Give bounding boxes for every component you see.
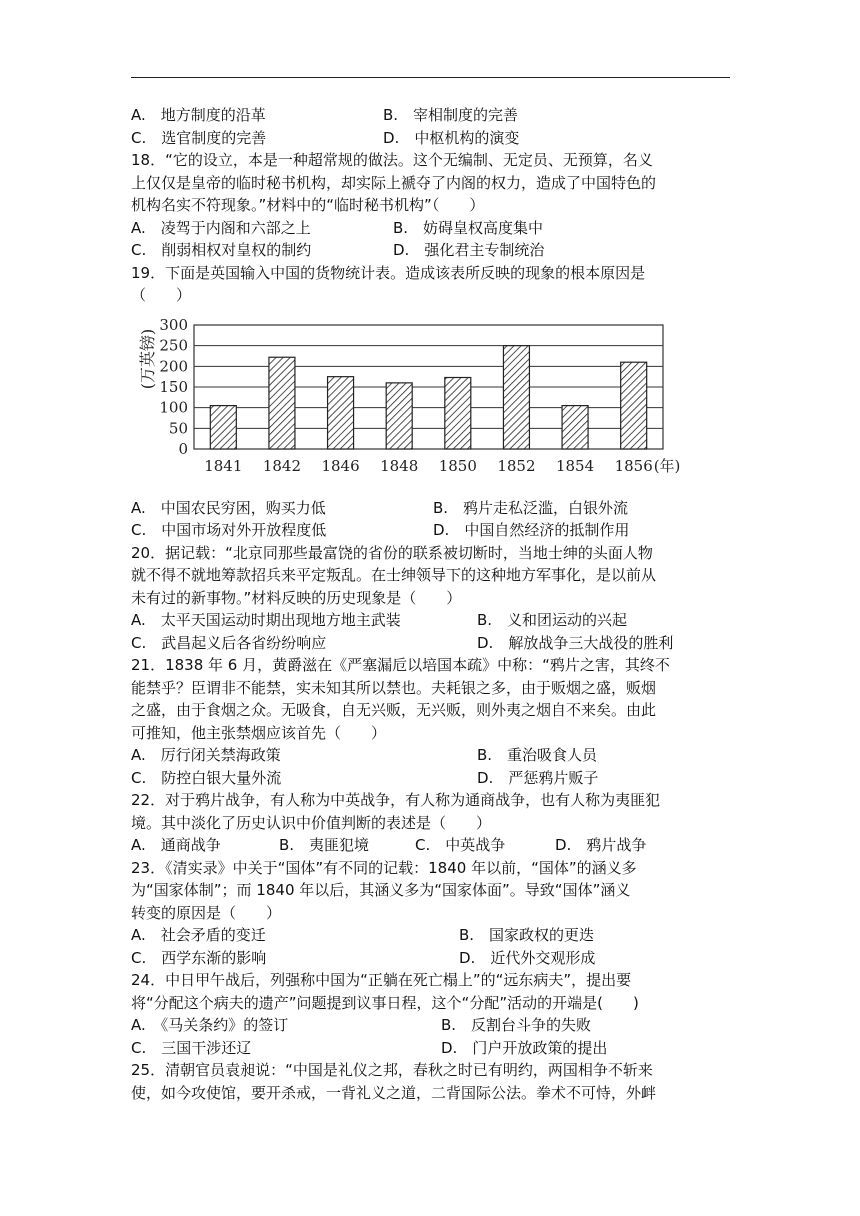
q17-option-d[interactable]: D. 中枢机构的演变 [383, 128, 520, 147]
q17-option-b[interactable]: B. 宰相制度的完善 [383, 106, 519, 124]
bar-1846 [328, 376, 354, 448]
q19-stem-line: （ ） [131, 286, 192, 304]
q18-options-row2 [131, 239, 731, 262]
q18-stem-line: 上仅仅是皇帝的临时秘书机构，却实际上褫夺了内阁的权力，造成了中国特色的 [131, 173, 657, 192]
exam-content [131, 104, 731, 1104]
q23-option-b[interactable]: B. 国家政权的更迭 [459, 926, 595, 944]
bar-1841 [210, 405, 236, 448]
y-tick-label: 0 [178, 439, 188, 458]
q25-stem-line: 使，如今攻使馆，要开杀戒，一背礼义之道，二背国际公法。拳术不可恃，外衅 [131, 1083, 657, 1102]
q23-option-c[interactable]: C. 西学东渐的影响 [131, 948, 267, 967]
q18-options-row1 [131, 217, 731, 240]
q20-options-row1 [131, 609, 731, 632]
bar-chart-svg [131, 311, 731, 495]
q22-option-b[interactable]: B. 夷匪犯境 [279, 836, 370, 854]
q24-option-b[interactable]: B. 反割台斗争的失败 [441, 1016, 592, 1034]
q18-option-d[interactable]: D. 强化君主专制统治 [393, 241, 545, 259]
q21-stem-line: 可推知，他主张禁烟应该首先（ ） [131, 723, 387, 742]
q19-option-d[interactable]: D. 中国自然经济的抵制作用 [433, 521, 630, 539]
bar-1856 [621, 362, 647, 449]
q22-option-d[interactable]: D. 鸦片战争 [555, 836, 647, 854]
q20-stem-line: 20．据记载：“北京同那些最富饶的省份的联系被切断时，当地士绅的头面人物 [131, 543, 653, 562]
q22-options-row [131, 834, 731, 857]
q19-option-b[interactable]: B. 鸦片走私泛滥，白银外流 [433, 498, 629, 517]
y-tick-label: 150 [159, 377, 188, 396]
q22-option-c[interactable]: C. 中英战争 [415, 836, 506, 854]
q20-stem-line: 未有过的新事物。”材料反映的历史现象是（ ） [131, 588, 462, 607]
bar-1842 [269, 357, 295, 449]
y-tick-label: 300 [159, 315, 188, 334]
bar-1848 [386, 382, 412, 448]
q20-option-b[interactable]: B. 义和团运动的兴起 [477, 611, 628, 629]
q19-option-c[interactable]: C. 中国市场对外开放程度低 [131, 521, 327, 539]
x-tick-label: 1854 [555, 456, 595, 475]
q23-options-row1 [131, 924, 731, 947]
q19-options-row1 [131, 497, 731, 520]
q17-option-a[interactable]: A. 地方制度的沿革 [131, 106, 266, 124]
q21-stem-line: 能禁乎？臣谓非不能禁，实未知其所以禁也。夫耗银之多，由于贩烟之盛，贩烟 [131, 678, 657, 697]
q24-stem-line: 将“分配这个病夫的遗产”问题提到议事日程，这个“分配”活动的开端是( ) [131, 993, 639, 1012]
x-tick-label: 1856 [614, 456, 653, 475]
q18-stem-line: 机构名实不符现象。”材料中的“临时秘书机构”（ ） [131, 196, 485, 214]
y-tick-label: 200 [159, 356, 188, 375]
q21-stem-line: 之盛，由于食烟之众。无吸食，自无兴贩，无兴贩，则外夷之烟自不来矣。由此 [131, 701, 657, 719]
x-tick-label: 1842 [262, 456, 302, 475]
q23-stem-line: 转变的原因是（ ） [131, 903, 282, 922]
q21-stem-line: 21．1838 年 6 月，黄爵滋在《严塞漏卮以培国本疏》中称：“鸦片之害，其终不 [131, 656, 670, 674]
q21-option-c[interactable]: C. 防控白银大量外流 [131, 768, 282, 787]
q21-options-row1 [131, 744, 731, 767]
q21-options-row2 [131, 767, 731, 790]
bar-1854 [562, 405, 588, 448]
bar-1850 [445, 377, 471, 449]
y-axis-label: (万英镑) [138, 328, 157, 389]
q24-options-row1 [131, 1014, 731, 1037]
x-tick-label: 1852 [497, 456, 536, 475]
q20-option-c[interactable]: C. 武昌起义后各省纷纷响应 [131, 633, 327, 652]
header-rule [131, 77, 730, 78]
q23-stem-line: 23．《清实录》中关于“国体”有不同的记载：1840 年以前，“国体”的涵义多 [131, 858, 637, 877]
q21-option-b[interactable]: B. 重治吸食人员 [477, 746, 598, 764]
q20-options-row2 [131, 632, 731, 655]
q22-stem-line: 境。其中淡化了历史认识中价值判断的表述是（ ） [131, 813, 492, 832]
q17-options-row2 [131, 127, 731, 150]
q18-option-c[interactable]: C. 削弱相权对皇权的制约 [131, 241, 312, 259]
x-tick-label: 1846 [321, 456, 360, 475]
q23-stem-line: 为“国家体制”；而 1840 年以后，其涵义多为“国家体面”。导致“国体”涵义 [131, 881, 631, 899]
q24-option-c[interactable]: C. 三国干涉还辽 [131, 1038, 252, 1057]
q23-options-row2 [131, 947, 731, 970]
q21-option-d[interactable]: D. 严惩鸦片贩子 [477, 768, 599, 787]
q20-option-d[interactable]: D. 解放战争三大战役的胜利 [477, 633, 674, 652]
q21-option-a[interactable]: A. 厉行闭关禁海政策 [131, 746, 281, 764]
q24-options-row2 [131, 1037, 731, 1060]
x-axis-unit-label: (年) [653, 456, 681, 475]
q23-option-a[interactable]: A. 社会矛盾的变迁 [131, 926, 266, 944]
y-tick-label: 100 [159, 398, 188, 417]
q17-option-c[interactable]: C. 选官制度的完善 [131, 128, 267, 147]
q24-stem-line: 24．中日甲午战后，列强称中国为“正躺在死亡榻上”的“远东病夫”，提出要 [131, 971, 632, 989]
bar-1852 [503, 345, 529, 448]
x-tick-label: 1848 [380, 456, 419, 475]
q24-option-d[interactable]: D. 门户开放政策的提出 [441, 1038, 608, 1057]
chart-grid [194, 325, 663, 449]
y-tick-label: 50 [168, 418, 188, 437]
q22-option-a[interactable]: A. 通商战争 [131, 836, 221, 854]
q18-option-a[interactable]: A. 凌驾于内阁和六部之上 [131, 218, 311, 237]
q18-option-b[interactable]: B. 妨碍皇权高度集中 [393, 218, 544, 237]
q19-options-row2 [131, 519, 731, 542]
q19-option-a[interactable]: A. 中国农民穷困，购买力低 [131, 498, 326, 517]
q25-stem-line: 25．清朝官员袁昶说：“中国是礼仪之邦，春秋之时已有明约，两国相争不斩来 [131, 1061, 653, 1079]
x-tick-label: 1841 [204, 456, 243, 475]
q17-options-row1 [131, 104, 731, 127]
q23-option-d[interactable]: D. 近代外交观形成 [459, 948, 596, 967]
q19-stem-line: 19．下面是英国输入中国的货物统计表。造成该表所反映的现象的根本原因是 [131, 263, 646, 282]
q20-stem-line: 就不得不就地筹款招兵来平定叛乱。在士绅领导下的这种地方军事化，是以前从 [131, 566, 657, 584]
q22-stem-line: 22．对于鸦片战争，有人称为中英战争，有人称为通商战争，也有人称为夷匪犯 [131, 791, 661, 809]
y-tick-label: 250 [159, 336, 188, 355]
goods-import-chart [131, 311, 731, 495]
x-tick-label: 1850 [438, 456, 477, 475]
q18-stem-line: 18．“它的设立，本是一种超常规的做法。这个无编制、无定员、无预算，名义 [131, 151, 653, 169]
chart-bars [210, 345, 646, 448]
q20-option-a[interactable]: A. 太平天国运动时期出现地方地主武装 [131, 611, 401, 629]
q24-option-a[interactable]: A. 《马关条约》的签订 [131, 1016, 289, 1034]
